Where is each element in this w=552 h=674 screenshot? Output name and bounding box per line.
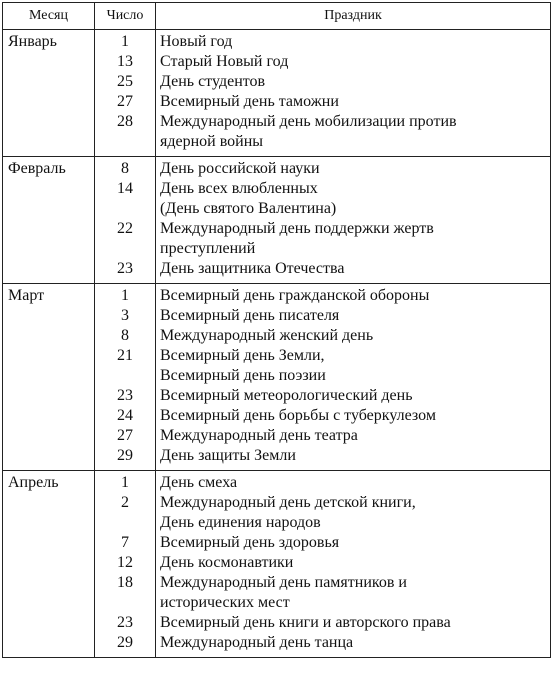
holiday-name: Международный женский день xyxy=(160,327,374,344)
holiday-name: Международный день мобилизации против xyxy=(160,113,457,130)
month-row xyxy=(3,471,551,658)
holiday-column xyxy=(156,30,551,157)
day-spacer xyxy=(95,366,155,386)
holiday-name: День единения народов xyxy=(160,514,321,531)
holiday-name: День космонавтики xyxy=(160,554,294,571)
holiday-name: День российской науки xyxy=(160,160,320,177)
day-number: 14 xyxy=(117,180,133,197)
day-column xyxy=(95,157,156,284)
day-number: 8 xyxy=(121,160,129,177)
month-name: Апрель xyxy=(3,471,95,658)
holiday-column xyxy=(156,157,551,284)
holiday-name: День всех влюбленных xyxy=(160,180,318,197)
month-name: Январь xyxy=(3,30,95,157)
day-number: 12 xyxy=(117,554,133,571)
holiday-name: Международный день театра xyxy=(160,427,358,444)
holiday-name: Всемирный день Земли, xyxy=(160,347,325,364)
holiday-name: Всемирный метеорологический день xyxy=(160,387,413,404)
day-number: 29 xyxy=(117,634,133,651)
month-row xyxy=(3,284,551,471)
day-number: 27 xyxy=(117,93,133,110)
holiday-name: День защиты Земли xyxy=(160,447,296,464)
holiday-name: Новый год xyxy=(160,33,233,50)
day-number: 27 xyxy=(117,427,133,444)
day-number: 1 xyxy=(121,33,129,50)
day-number: 23 xyxy=(117,260,133,277)
holiday-name: День защитника Отечества xyxy=(160,260,345,277)
day-spacer xyxy=(95,593,155,613)
month-name: Март xyxy=(3,284,95,471)
day-number: 1 xyxy=(121,287,129,304)
day-spacer xyxy=(95,132,155,152)
holiday-name: преступлений xyxy=(160,240,256,257)
month-row xyxy=(3,30,551,157)
day-number: 25 xyxy=(117,73,133,90)
header-month: Месяц xyxy=(3,3,95,30)
holiday-name: Всемирный день борьбы с туберкулезом xyxy=(160,407,436,424)
day-column xyxy=(95,30,156,157)
holiday-name: Всемирный день гражданской обороны xyxy=(160,287,430,304)
day-number: 1 xyxy=(121,474,129,491)
holiday-name: Международный день танца xyxy=(160,634,354,651)
day-number: 8 xyxy=(121,327,129,344)
day-number: 3 xyxy=(121,307,129,324)
holiday-table xyxy=(2,2,551,658)
table-body xyxy=(3,30,551,658)
holiday-name: День студентов xyxy=(160,73,266,90)
holiday-column xyxy=(156,471,551,658)
holiday-name: Всемирный день книги и авторского права xyxy=(160,614,451,631)
day-number: 28 xyxy=(117,113,133,130)
month-row xyxy=(3,157,551,284)
day-spacer xyxy=(95,199,155,219)
holiday-name: (День святого Валентина) xyxy=(160,200,337,217)
holiday-name: Всемирный день писателя xyxy=(160,307,340,324)
holiday-name: День смеха xyxy=(160,474,238,491)
day-number: 2 xyxy=(121,494,129,511)
header-row xyxy=(3,3,551,30)
day-number: 7 xyxy=(121,534,129,551)
day-number: 23 xyxy=(117,614,133,631)
day-column xyxy=(95,471,156,658)
day-number: 13 xyxy=(117,53,133,70)
header-holiday: Праздник xyxy=(156,3,551,30)
holiday-name: Международный день поддержки жертв xyxy=(160,220,434,237)
day-number: 18 xyxy=(117,574,133,591)
holiday-name: Всемирный день таможни xyxy=(160,93,339,110)
day-spacer xyxy=(95,513,155,533)
day-number: 21 xyxy=(117,347,133,364)
holiday-name: Всемирный день поэзии xyxy=(160,367,326,384)
holiday-name: Международный день детской книги, xyxy=(160,494,416,511)
holiday-name: Старый Новый год xyxy=(160,53,289,70)
header-day: Число xyxy=(95,3,156,30)
day-number: 23 xyxy=(117,387,133,404)
day-spacer xyxy=(95,239,155,259)
holiday-name: ядерной войны xyxy=(160,133,264,150)
day-number: 22 xyxy=(117,220,133,237)
holiday-column xyxy=(156,284,551,471)
month-name: Февраль xyxy=(3,157,95,284)
holiday-name: исторических мест xyxy=(160,594,290,611)
holiday-name: Международный день памятников и xyxy=(160,574,407,591)
holiday-name: Всемирный день здоровья xyxy=(160,534,340,551)
day-column xyxy=(95,284,156,471)
day-number: 29 xyxy=(117,447,133,464)
day-number: 24 xyxy=(117,407,133,424)
